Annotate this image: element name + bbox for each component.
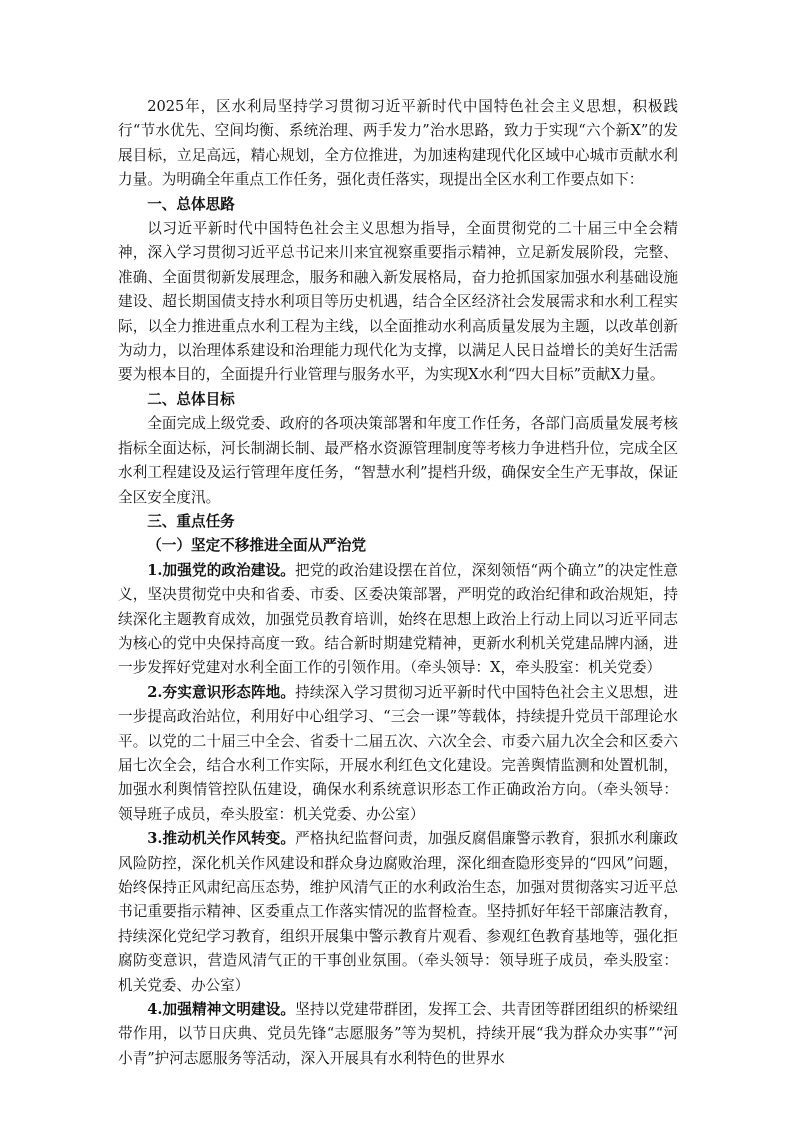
task-item-text: 严格执纪监督问责，加强反腐倡廉警示教育，狠抓水利廉政风险防控，深化机关作风建设和群众身边腐败治理，深化细查隐形变异的“四风”问题，始终保持正风肃纪高压态势，维护风清气正的水利政治生态，加强对贯彻落实习近平总书记重要指示精神、区委重点工作落实情况的监督检查。坚持抓好年轻干部廉洁教育，持续深化党纪学习教育，组织开展集中警示教育片观看、参观红色教育基地等，强化拒腐防变意识，营造风清气正的干事创业氛围。（牵头领导：领导班子成员，牵头股室：机关党委、办公室）	[118, 830, 678, 994]
section-body-overall-goals: 全面完成上级党委、政府的各项决策部署和年度工作任务，各部门高质量发展考核指标全面达标，河长制湖长制、最严格水资源管理制度等考核力争进档升位，完成全区水利工程建设及运行管理年度任务，“智慧水利”提档升级，确保安全生产无事故，保证全区安全度汛。	[118, 415, 678, 506]
section-heading-overall-goals: 二、总体目标	[147, 390, 235, 408]
task-item	[118, 827, 678, 998]
task-item	[118, 998, 678, 1071]
task-item-text: 持续深入学习贯彻习近平新时代中国特色社会主义思想，进一步提高政治站位，利用好中心组学习、“三会一课”等载体，持续提升党员干部理论水平。以党的二十届三中全会、省委十二届五次、六次全会、市委六届九次全会和区委六届七次全会，结合水利工作实际，开展水利红色文化建设。完善舆情监测和处置机制，加强水利舆情管控队伍建设，确保水利系统意识形态工作正确政治方向。（牵头领导：领导班子成员，牵头股室：机关党委、办公室）	[118, 683, 678, 823]
subsection-heading-party-governance: （一）坚定不移推进全面从严治党	[147, 537, 367, 555]
section-heading-overall-approach: 一、总体思路	[147, 195, 235, 213]
intro-paragraph: 2025年，区水利局坚持学习贯彻习近平新时代中国特色社会主义思想，积极践行“节水优先、空间均衡、系统治理、两手发力”治水思路，致力于实现“六个新X”的发展目标，立足高远，精心规划，全方位推进，为加速构建现代化区域中心城市贡献水利力量。为明确全年重点工作任务，强化责任落实，现提出全区水利工作要点如下：	[118, 98, 678, 189]
task-item-lead: 2.夯实意识形态阵地。	[147, 683, 296, 701]
task-item-lead: 1.加强党的政治建设。	[147, 561, 295, 579]
task-item	[118, 681, 678, 827]
task-item-text: 坚持以党建带群团，发挥工会、共青团等群团组织的桥梁纽带作用，以节日庆典、党员先锋“志愿服务”等为契机，持续开展“我为群众办实事”“河小青”护河志愿服务等活动，深入开展具有水利特色的世界水	[118, 1001, 678, 1067]
section-body-overall-approach: 以习近平新时代中国特色社会主义思想为指导，全面贯彻党的二十届三中全会精神，深入学习贯彻习近平总书记来川来宜视察重要指示精神，立足新发展阶段，完整、准确、全面贯彻新发展理念，服务和融入新发展格局，奋力抢抓国家加强水利基础设施建设、超长期国债支持水利项目等历史机遇，结合全区经济社会发展需求和水利工程实际，以全力推进重点水利工程为主线，以全面推动水利高质量发展为主题，以改革创新为动力，以治理体系建设和治理能力现代化为支撑，以满足人民日益增长的美好生活需要为根本目的，全面提升行业管理与服务水平，为实现X水利“四大目标”贡献X力量。	[118, 220, 678, 384]
task-item-lead: 4.加强精神文明建设。	[147, 1001, 296, 1019]
document-body	[118, 95, 678, 1071]
task-item	[118, 559, 678, 681]
section-heading-key-tasks: 三、重点任务	[147, 512, 235, 530]
task-item-text: 把党的政治建设摆在首位，深刻领悟“两个确立”的决定性意义，坚决贯彻党中央和省委、市委、区委决策部署，严明党的政治纪律和政治规矩，持续深化主题教育成效，加强党员教育培训，始终在思想上政治上行动上同以习近平同志为核心的党中央保持高度一致。结合新时期建党精神，更新水利机关党建品牌内涵，进一步发挥好党建对水利全面工作的引领作用。（牵头领导：X，牵头股室：机关党委）	[118, 561, 678, 677]
task-item-lead: 3.推动机关作风转变。	[147, 830, 296, 848]
